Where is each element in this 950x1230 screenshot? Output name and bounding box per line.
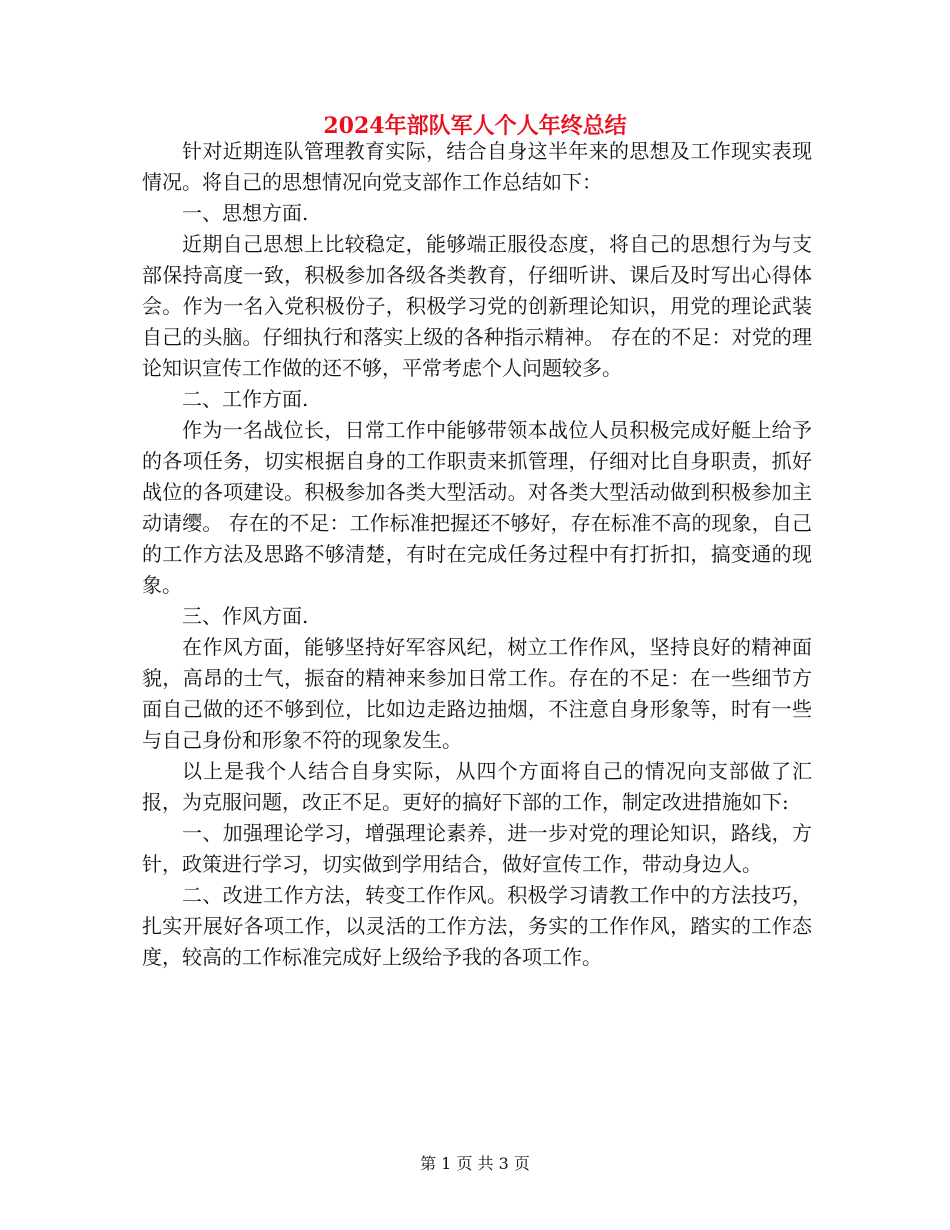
paragraph-measure-2: 二、改进工作方法，转变工作作风。积极学习请教工作中的方法技巧，扎实开展好各项工作，以灵活的工作方法，务实的工作作风，踏实的工作态度，较高的工作标准完成好上级给予我的各项工作。: [142, 883, 812, 969]
paragraph-style: 在作风方面，能够坚持好军容风纪，树立工作作风，坚持良好的精神面貌，高昂的士气，振奋的精神来参加日常工作。存在的不足：在一些细节方面自己做的还不够到位，比如边走路边抽烟，不注意自身形象等，时有一些与自己身份和形象不符的现象发生。: [142, 635, 812, 752]
paragraph-intro: 针对近期连队管理教育实际，结合自身这半年来的思想及工作现实表现情况。将自己的思想情况向党支部作工作总结如下：: [142, 139, 812, 194]
paragraph-work: 作为一名战位长，日常工作中能够带领本战位人员积极完成好艇上给予的各项任务，切实根据自身的工作职责来抓管理，仔细对比自身职责，抓好战位的各项建设。积极参加各类大型活动。对各类大型活动做到积极参加主动请缨。 存在的不足：工作标准把握还不够好，存在标准不高的现象，自己的工作方法及思路不够清楚，有时在完成任务过程中有打折扣，搞变通的现象。: [142, 418, 812, 597]
document-body: [142, 136, 812, 973]
paragraph-measure-1: 一、加强理论学习，增强理论素养，进一步对党的理论知识，路线，方针，政策进行学习，切实做到学用结合，做好宣传工作，带动身边人。: [142, 821, 812, 876]
page-number-footer: 第 1 页 共 3 页: [420, 1154, 530, 1173]
heading-thought: 一、思想方面.: [182, 201, 309, 225]
heading-work: 二、工作方面.: [182, 387, 309, 411]
heading-style: 三、作风方面.: [182, 604, 309, 628]
paragraph-summary: 以上是我个人结合自身实际，从四个方面将自己的情况向支部做了汇报，为克服问题，改正不足。更好的搞好下部的工作，制定改进措施如下:: [142, 759, 812, 814]
paragraph-thought: 近期自己思想上比较稳定，能够端正服役态度，将自己的思想行为与支部保持高度一致，积极参加各级各类教育，仔细听讲、课后及时写出心得体会。作为一名入党积极份子，积极学习党的创新理论知识，用党的理论武装自己的头脑。仔细执行和落实上级的各种指示精神。 存在的不足：对党的理论知识宣传工作做的还不够，平常考虑个人问题较多。: [142, 232, 812, 380]
document-title: 2024年部队军人个人年终总结: [323, 113, 627, 139]
